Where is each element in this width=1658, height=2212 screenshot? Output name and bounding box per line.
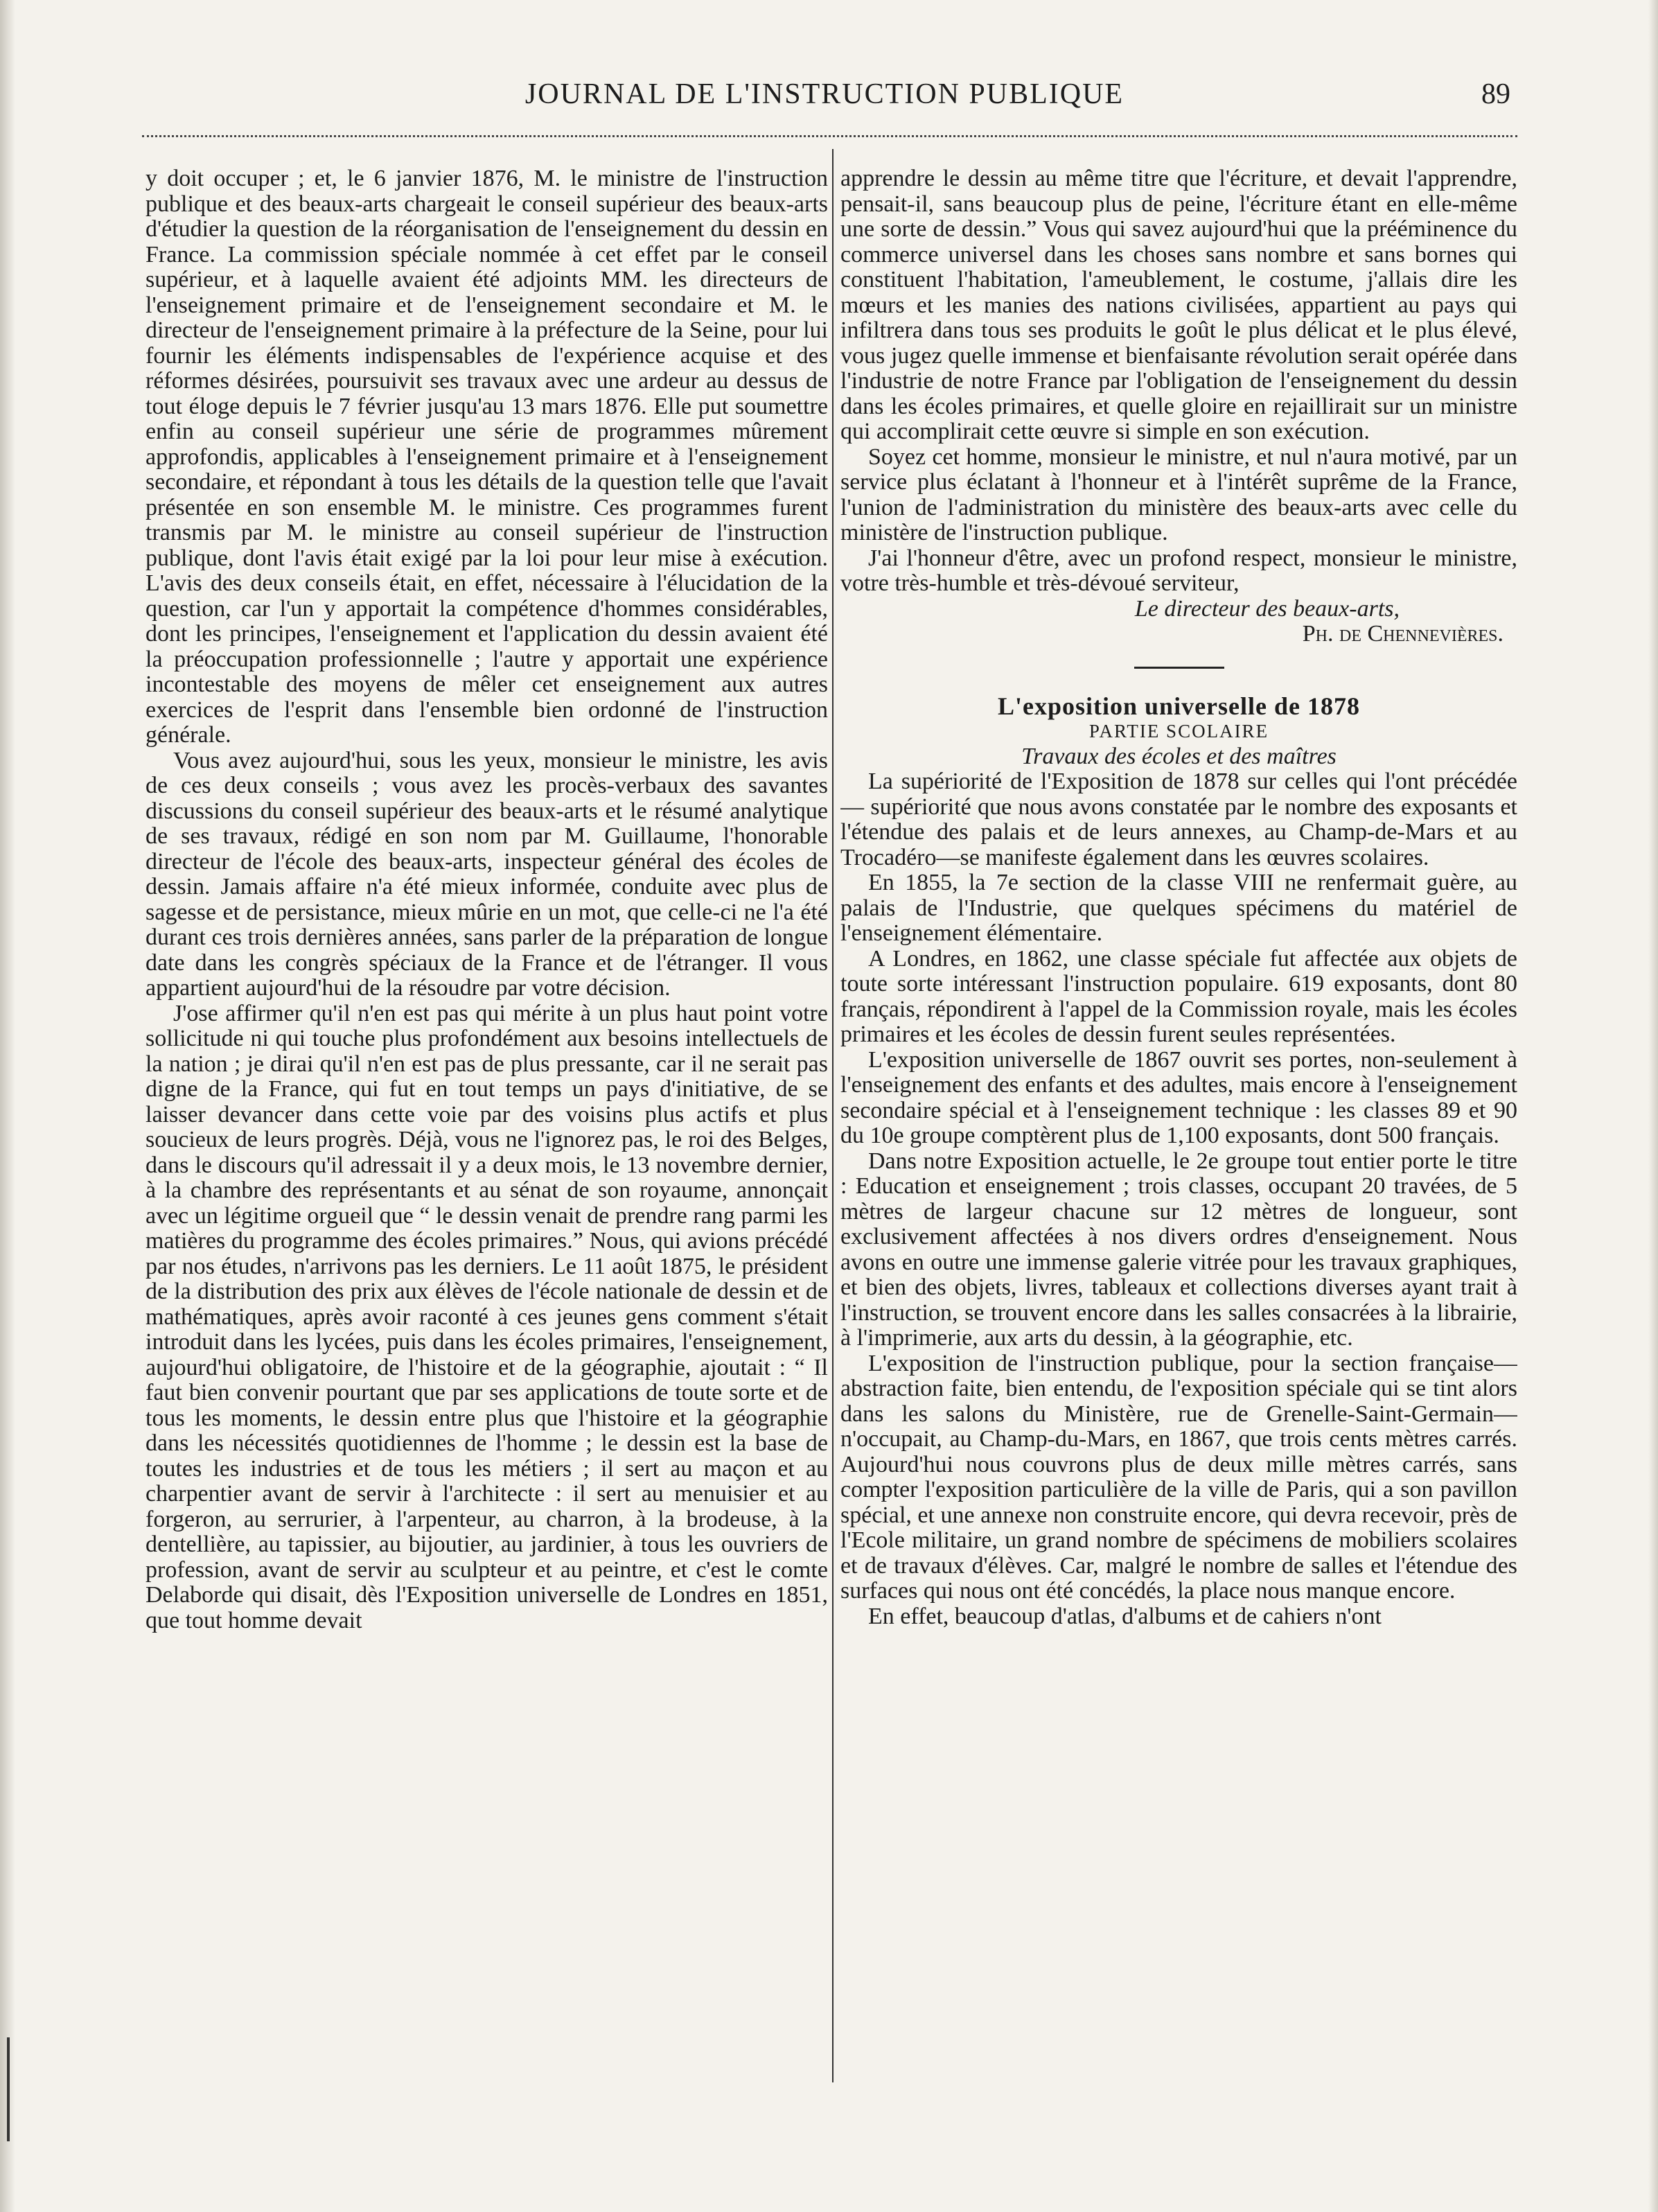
- section-paragraph: L'exposition universelle de 1867 ouvrit ses portes, non-seulement à l'enseignement des enfants et des adultes, mais encore à l'enseignement secondaire spécial et à l'enseignement technique : les classes 89 et 90 du 10e groupe comptèrent plus de 1,100 exposants, dont 500 français.: [840, 1046, 1517, 1148]
- section-paragraph: A Londres, en 1862, une classe spéciale fut affectée aux objets de toute sorte intéressant l'instruction populaire. 619 exposants, dont 80 français, répondirent à l'appel de la Commission royale, mais les écoles primaires et les écoles de dessin furent seules représentées.: [840, 945, 1517, 1047]
- right-paragraph: apprendre le dessin au même titre que l'écriture, et devait l'apprendre, pensait-il, sans beaucoup plus de peine, l'écriture étant en elle-même une sorte de dessin.” Vous qui savez aujourd'hui que la prééminence du commerce universel dans les choses sans nombre et sans bornes qui constituent l'habitation, l'ameublement, le costume, j'allais dire les mœurs et les manies des nations civilisées, appartient au pays qui infiltrera dans tous ses produits le goût le plus délicat et le plus élevé, vous jugez quelle immense et bienfaisante révolution serait opérée dans l'industrie de notre France par l'obligation de l'enseignement du dessin dans les écoles primaires, et quelle gloire en rejaillirait sur un ministre qui accomplirait cette œuvre si simple en son exécution.: [840, 166, 1517, 444]
- section-title: L'exposition universelle de 1878: [997, 692, 1360, 720]
- running-head: [139, 78, 1510, 119]
- section-paragraph: En 1855, la 7e section de la classe VIII ne renfermait guère, au palais de l'Industrie, que quelques spécimens du matériel de l'enseignement élémentaire.: [840, 870, 1517, 946]
- section-paragraph: L'exposition de l'instruction publique, pour la section française—abstraction faite, bien entendu, de l'exposition spéciale qui se tint alors dans les salons du Ministère, rue de Grenelle-Saint-Germain—n'occupait, au Champ-du-Mars, en 1867, que trois cents mètres carrés. Aujourd'hui nous couvrons plus de deux mille mètres carrés, sans compter l'exposition particulière de la ville de Paris, qui a son pavillon spécial, et une annexe non construite encore, qui devra recevoir, près de l'Ecole militaire, un grand nombre de spécimens de mobiliers scolaires et de travaux d'élèves. Car, malgré le nombre de salles et l'étendue des surfaces qui nous ont été concédés, la place nous manque encore.: [840, 1350, 1517, 1604]
- section-rule: [1134, 667, 1224, 669]
- right-paragraph: Soyez cet homme, monsieur le ministre, et nul n'aura motivé, par un service plus éclatant à l'honneur et à l'intérêt suprême de la France, l'union de l'administration du ministère des beaux-arts avec celle du ministère de l'instruction publique.: [840, 444, 1517, 545]
- column-divider: [832, 149, 834, 2082]
- section-kicker: PARTIE SCOLAIRE: [1088, 721, 1269, 741]
- left-column: [145, 166, 828, 2065]
- left-paragraph: J'ose affirmer qu'il n'en est pas qui mérite à un plus haut point votre sollicitude ni qui touche plus profondément aux besoins intellectuels de la nation ; je dirai qu'il n'en est pas de plus pressante, car il ne serait pas digne de la France, qui fut en tout temps un pays d'initiative, de se laisser devancer dans cette voie par des voisins plus actifs et plus soucieux de leurs progrès. Déjà, vous ne l'ignorez pas, le roi des Belges, dans le discours qu'il adressait il y a deux mois, le 13 novembre dernier, à la chambre des représentants et au sénat de son royaume, annonçait avec un légitime orgueil que “ le dessin venait de prendre rang parmi les matières du programme des écoles primaires.” Nous, qui avions précédé par nos études, n'arrivons pas les derniers. Le 11 août 1875, le président de la distribution des prix aux élèves de l'école nationale de dessin et de mathématiques, après avoir raconté à ces jeunes gens comment s'était introduit dans les lycées, puis dans les écoles primaires, l'enseignement, aujourd'hui obligatoire, de l'histoire et de la géographie, ajoutait : “ Il faut bien convenir pourtant que par ses applications de toute sorte et de tous les moments, le dessin entre plus que l'histoire et la géographie dans les nécessités quotidiennes de l'homme ; le dessin est la base de toutes les industries et de tous les métiers ; il sert au maçon et au charpentier avant de servir à l'architecte : il sert au menuisier et au forgeron, au serrurier, à l'arpenteur, au charron, à la brodeuse, à la dentellière, au tapissier, au bijoutier, au jardinier, à tous les ouvriers de profession, avant de servir au sculpteur et au peintre, et c'est le comte Delaborde qui disait, dès l'Exposition universelle de Londres en 1851, que tout homme devait: [145, 1000, 828, 1633]
- scan-shadow-left: [0, 0, 15, 2212]
- right-paragraph: J'ai l'honneur d'être, avec un profond respect, monsieur le ministre, votre très-humble et très-dévoué serviteur,: [840, 545, 1517, 596]
- section-paragraph: En effet, beaucoup d'atlas, d'albums et de cahiers n'ont: [868, 1603, 1382, 1629]
- scan-shadow-right: [1648, 0, 1658, 2212]
- section-paragraph: Dans notre Exposition actuelle, le 2e groupe tout entier porte le titre : Education et enseignement ; trois classes, occupant 20 travées, de 5 mètres de largeur chacune sur 12 mètres de longueur, sont exclusivement affectées à nos divers ordres d'enseignement. Nous avons en outre une immense galerie vitrée pour les travaux graphiques, et bien des objets, livres, tableaux et collections diverses ayant trait à l'instruction, se trouvent encore dans les salles consacrées à la librairie, à l'imprimerie, aux arts du dessin, à la géographie, etc.: [840, 1148, 1517, 1351]
- signature-name: Ph. de Chennevières.: [1302, 621, 1503, 647]
- section-paragraph: La supériorité de l'Exposition de 1878 sur celles qui l'ont précédée — supériorité que nous avons constatée par le nombre des exposants et l'étendue des palais et de leurs annexes, au Champ-de-Mars et au Trocadéro—se manifeste également dans les œuvres scolaires.: [840, 769, 1517, 870]
- left-paragraph: Vous avez aujourd'hui, sous les yeux, monsieur le ministre, les avis de ces deux conseils ; vous avez les procès-verbaux des savantes discussions du conseil supérieur des beaux-arts et le résumé analytique de ses travaux, rédigé en son nom par M. Guillaume, l'honorable directeur de l'école des beaux-arts, inspecteur général des écoles de dessin. Jamais affaire n'a été mieux informée, conduite avec plus de sagesse et de persistance, mieux mûrie en un mot, que celle-ci ne l'a été durant ces trois dernières années, sans parler de la préparation de longue date dans les congrès spéciaux de la France et de l'étranger. Il vous appartient aujourd'hui de la résoudre par votre décision.: [145, 747, 828, 1001]
- section-subtitle: Travaux des écoles et des maîtres: [1021, 743, 1337, 769]
- right-column: [840, 166, 1517, 2065]
- header-rule: [142, 135, 1517, 137]
- journal-title: JOURNAL DE L'INSTRUCTION PUBLIQUE: [524, 78, 1125, 110]
- signature-title: Le directeur des beaux-arts,: [1134, 595, 1400, 622]
- margin-mark: [7, 2037, 10, 2141]
- page-number: 89: [1481, 78, 1510, 110]
- left-paragraph: y doit occuper ; et, le 6 janvier 1876, M. le ministre de l'instruction publique et des beaux-arts chargeait le conseil supérieur des beaux-arts d'étudier la question de la réorganisation de l'enseignement du dessin en France. La commission spéciale nommée à cet effet par le conseil supérieur, et à laquelle avaient été adjoints MM. les directeurs de l'enseignement primaire et de l'enseignement secondaire et M. le directeur de l'enseignement primaire à la préfecture de la Seine, pour lui fournir les éléments indispensables de l'expérience acquise et des réformes désirées, poursuivit ses travaux avec une ardeur au dessus de tout éloge depuis le 7 février jusqu'au 13 mars 1876. Elle put soumettre enfin au conseil supérieur une série de programmes mûrement approfondis, applicables à l'enseignement primaire et à l'enseignement secondaire, et répondant à tous les détails de la question telle que l'avait présentée en son ensemble M. le ministre. Ces programmes furent transmis par M. le ministre au conseil supérieur de l'instruction publique, dont l'avis était exigé par la loi pour leur mise à exécution. L'avis des deux conseils était, en effet, nécessaire à l'élucidation de la question, car l'un y apportait la compétence d'hommes considérables, dont les principes, l'enseignement et l'application du dessin avaient été la préoccupation professionnelle ; l'autre y apportait une expérience incontestable des moyens de mêler cet enseignement aux autres exercices de l'esprit dans l'ensemble bien ordonné de l'instruction générale.: [145, 166, 828, 748]
